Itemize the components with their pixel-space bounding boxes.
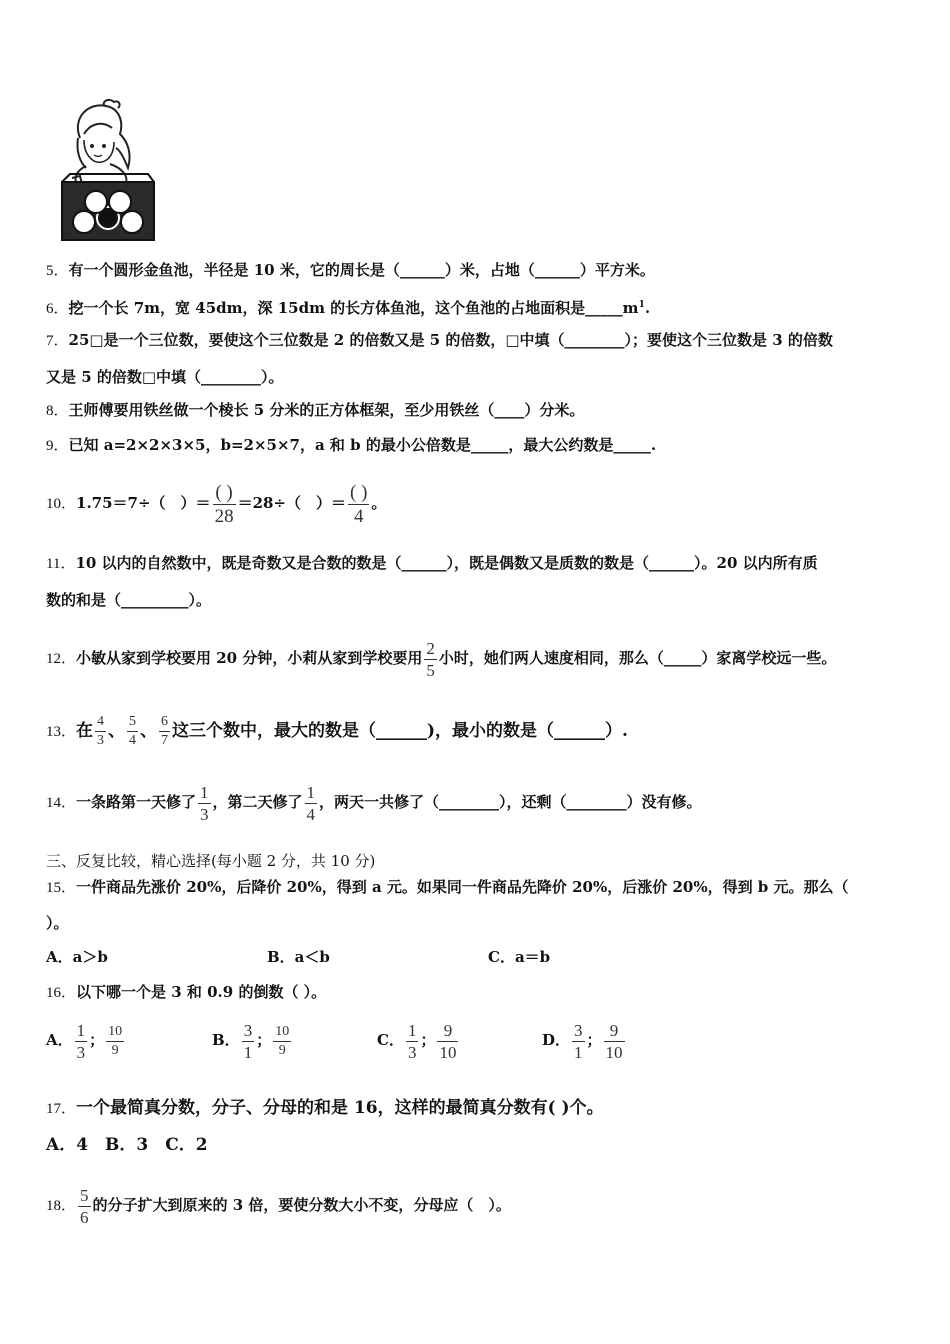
fraction xyxy=(95,715,106,748)
question-text: 一件商品先涨价 20%，后降价 20%，得到 a 元。如果同一件商品先降价 20%，后涨价 20%，得到 b 元。那么（ xyxy=(76,878,849,896)
question-text: 王师傅要用铁丝做一个棱长 5 分米的正方体框架，至少用铁丝（____）分米。 xyxy=(68,401,585,419)
question-9 xyxy=(46,435,656,456)
superscript: 1 xyxy=(638,300,645,310)
question-5 xyxy=(46,260,655,281)
girl-illustration xyxy=(58,98,158,244)
fraction xyxy=(127,715,138,748)
denominator: 3 xyxy=(407,1042,417,1062)
question-11 xyxy=(46,553,818,574)
option-a[interactable] xyxy=(46,1012,126,1068)
question-16 xyxy=(46,982,326,1003)
fraction xyxy=(406,1022,419,1061)
option-d[interactable] xyxy=(542,1012,627,1068)
question-8 xyxy=(46,400,584,421)
denominator: 28 xyxy=(214,505,234,527)
denominator: 3 xyxy=(97,733,105,748)
question-12 xyxy=(46,622,836,694)
separator: ； xyxy=(586,1031,602,1049)
denominator: 4 xyxy=(129,733,137,748)
numerator: 1 xyxy=(407,1020,417,1040)
fraction xyxy=(572,1022,585,1061)
denominator: 9 xyxy=(106,1041,124,1058)
question-text: ＝28÷（ ）＝ xyxy=(237,494,347,512)
option-label: D． xyxy=(542,1031,571,1049)
fraction xyxy=(424,640,437,679)
fraction xyxy=(78,1187,91,1226)
numerator: 3 xyxy=(243,1020,253,1040)
question-number: 17． xyxy=(46,1101,77,1117)
question-number: 18． xyxy=(46,1198,77,1214)
question-number: 8． xyxy=(46,403,69,419)
question-text: 的分子扩大到原来的 3 倍，要使分数大小不变，分母应（ ）。 xyxy=(92,1196,511,1214)
separator: ； xyxy=(420,1031,436,1049)
numerator: 1 xyxy=(76,1020,86,1040)
question-text: 一个最简真分数，分子、分母的和是 16，这样的最简真分数有( )个。 xyxy=(76,1098,604,1118)
question-number: 14． xyxy=(46,795,77,811)
question-text: 数的和是（_________）。 xyxy=(46,591,212,609)
numerator: 9 xyxy=(609,1020,619,1040)
question-text: ，两天一共修了（________），还剩（________）没有修。 xyxy=(319,793,702,811)
fraction xyxy=(106,1025,124,1058)
numerator: ( ) xyxy=(215,481,233,503)
denominator: 5 xyxy=(426,660,435,680)
fraction xyxy=(305,784,318,823)
denominator: 3 xyxy=(200,804,209,824)
section-heading: 三、反复比较，精心选择(每小题 2 分，共 10 分) xyxy=(46,852,376,870)
question-text: 挖一个长 7m，宽 45dm，深 15dm 的长方体鱼池，这个鱼池的占地面积是_____m xyxy=(68,299,639,317)
question-text: 小敏从家到学校要用 20 分钟，小莉从家到学校要用 xyxy=(76,649,423,667)
fraction xyxy=(604,1022,625,1061)
option-label: B． xyxy=(212,1031,240,1049)
option-label: C． xyxy=(377,1031,404,1049)
question-end: . xyxy=(644,299,651,317)
question-end: 。 xyxy=(371,494,387,512)
fraction xyxy=(348,483,369,526)
denominator: 1 xyxy=(243,1042,253,1062)
numerator: 6 xyxy=(161,714,169,729)
denominator: 10 xyxy=(439,1042,457,1062)
question-17-options[interactable]: A．4 B．3 C．2 xyxy=(46,1135,208,1155)
question-text: 25□是一个三位数，要使这个三位数是 2 的倍数又是 5 的倍数，□中填（________）；要使这个三位数是 3 的倍数 xyxy=(68,331,833,349)
numerator: 3 xyxy=(574,1020,583,1040)
fraction xyxy=(437,1022,458,1061)
question-number: 5． xyxy=(46,263,69,279)
option-b[interactable] xyxy=(212,1012,293,1068)
fraction xyxy=(242,1022,255,1061)
question-text: 1.75＝7÷（ ）＝ xyxy=(76,494,211,512)
question-14 xyxy=(46,766,702,838)
option-b[interactable]: B．a＜b xyxy=(267,948,330,966)
question-number: 10． xyxy=(46,496,77,512)
denominator: 6 xyxy=(80,1207,89,1227)
question-7-line2 xyxy=(46,367,284,387)
question-text: 又是 5 的倍数□中填（________）。 xyxy=(46,368,284,386)
denominator: 1 xyxy=(574,1042,583,1062)
question-text: 这三个数中，最大的数是（______)，最小的数是（______）. xyxy=(172,721,628,741)
numerator: 10 xyxy=(275,1023,290,1039)
numerator: 5 xyxy=(129,714,137,729)
denominator: 10 xyxy=(605,1042,623,1062)
question-text: 有一个圆形金鱼池，半径是 10 米，它的周长是（______）米，占地（______）平方米。 xyxy=(68,261,655,279)
question-10 xyxy=(46,466,386,540)
question-text: ，第二天修了 xyxy=(212,793,303,811)
option-label: A． xyxy=(46,1031,73,1049)
numerator: 5 xyxy=(80,1185,89,1205)
denominator: 9 xyxy=(273,1041,291,1058)
numerator: 10 xyxy=(108,1023,123,1039)
question-text: 小时，她们两人速度相同，那么（_____）家离学校远一些。 xyxy=(438,649,837,667)
fraction xyxy=(75,1022,88,1061)
question-number: 6． xyxy=(46,301,69,317)
fraction xyxy=(213,483,236,526)
denominator: 4 xyxy=(348,504,369,526)
numerator: 1 xyxy=(200,782,209,802)
question-text: ）。 xyxy=(46,914,69,932)
option-a[interactable]: A．a＞b xyxy=(46,948,108,966)
question-text: 以下哪一个是 3 和 0.9 的倒数（ ）。 xyxy=(76,983,327,1001)
separator: ； xyxy=(256,1031,272,1049)
question-text: 一条路第一天修了 xyxy=(76,793,197,811)
separator: 、 xyxy=(140,721,158,741)
fraction xyxy=(159,715,170,748)
numerator: 4 xyxy=(97,714,105,729)
option-c[interactable] xyxy=(377,1012,460,1068)
option-c[interactable]: C．a＝b xyxy=(488,948,551,966)
question-15 xyxy=(46,877,849,898)
denominator: 4 xyxy=(306,804,316,824)
question-13 xyxy=(46,700,628,762)
question-text: 在 xyxy=(76,721,94,741)
denominator: 7 xyxy=(161,733,169,748)
question-18 xyxy=(46,1168,511,1242)
question-text: 已知 a=2×2×3×5，b=2×5×7，a 和 b 的最小公倍数是_____，最大公约数是_____. xyxy=(68,436,657,454)
separator: 、 xyxy=(108,721,126,741)
question-number: 16． xyxy=(46,985,77,1001)
separator: ； xyxy=(89,1031,105,1049)
question-17 xyxy=(46,1098,604,1119)
question-number: 11． xyxy=(46,556,76,572)
fraction xyxy=(273,1025,291,1058)
question-number: 12． xyxy=(46,651,77,667)
fraction xyxy=(198,784,211,823)
question-15-line2 xyxy=(46,913,69,933)
numerator: 2 xyxy=(426,638,435,658)
question-text: 10 以内的自然数中，既是奇数又是合数的数是（______），既是偶数又是质数的数是（______）。20 以内所有质 xyxy=(75,554,818,572)
question-number: 7． xyxy=(46,333,69,349)
numerator: 1 xyxy=(306,782,316,802)
question-number: 15． xyxy=(46,880,77,896)
question-7 xyxy=(46,330,833,351)
denominator: 3 xyxy=(76,1042,86,1062)
numerator: ( ) xyxy=(350,481,368,503)
question-number: 9． xyxy=(46,438,69,454)
question-6 xyxy=(46,295,650,319)
question-11-line2 xyxy=(46,590,211,610)
question-number: 13． xyxy=(46,724,77,740)
numerator: 9 xyxy=(443,1020,453,1040)
